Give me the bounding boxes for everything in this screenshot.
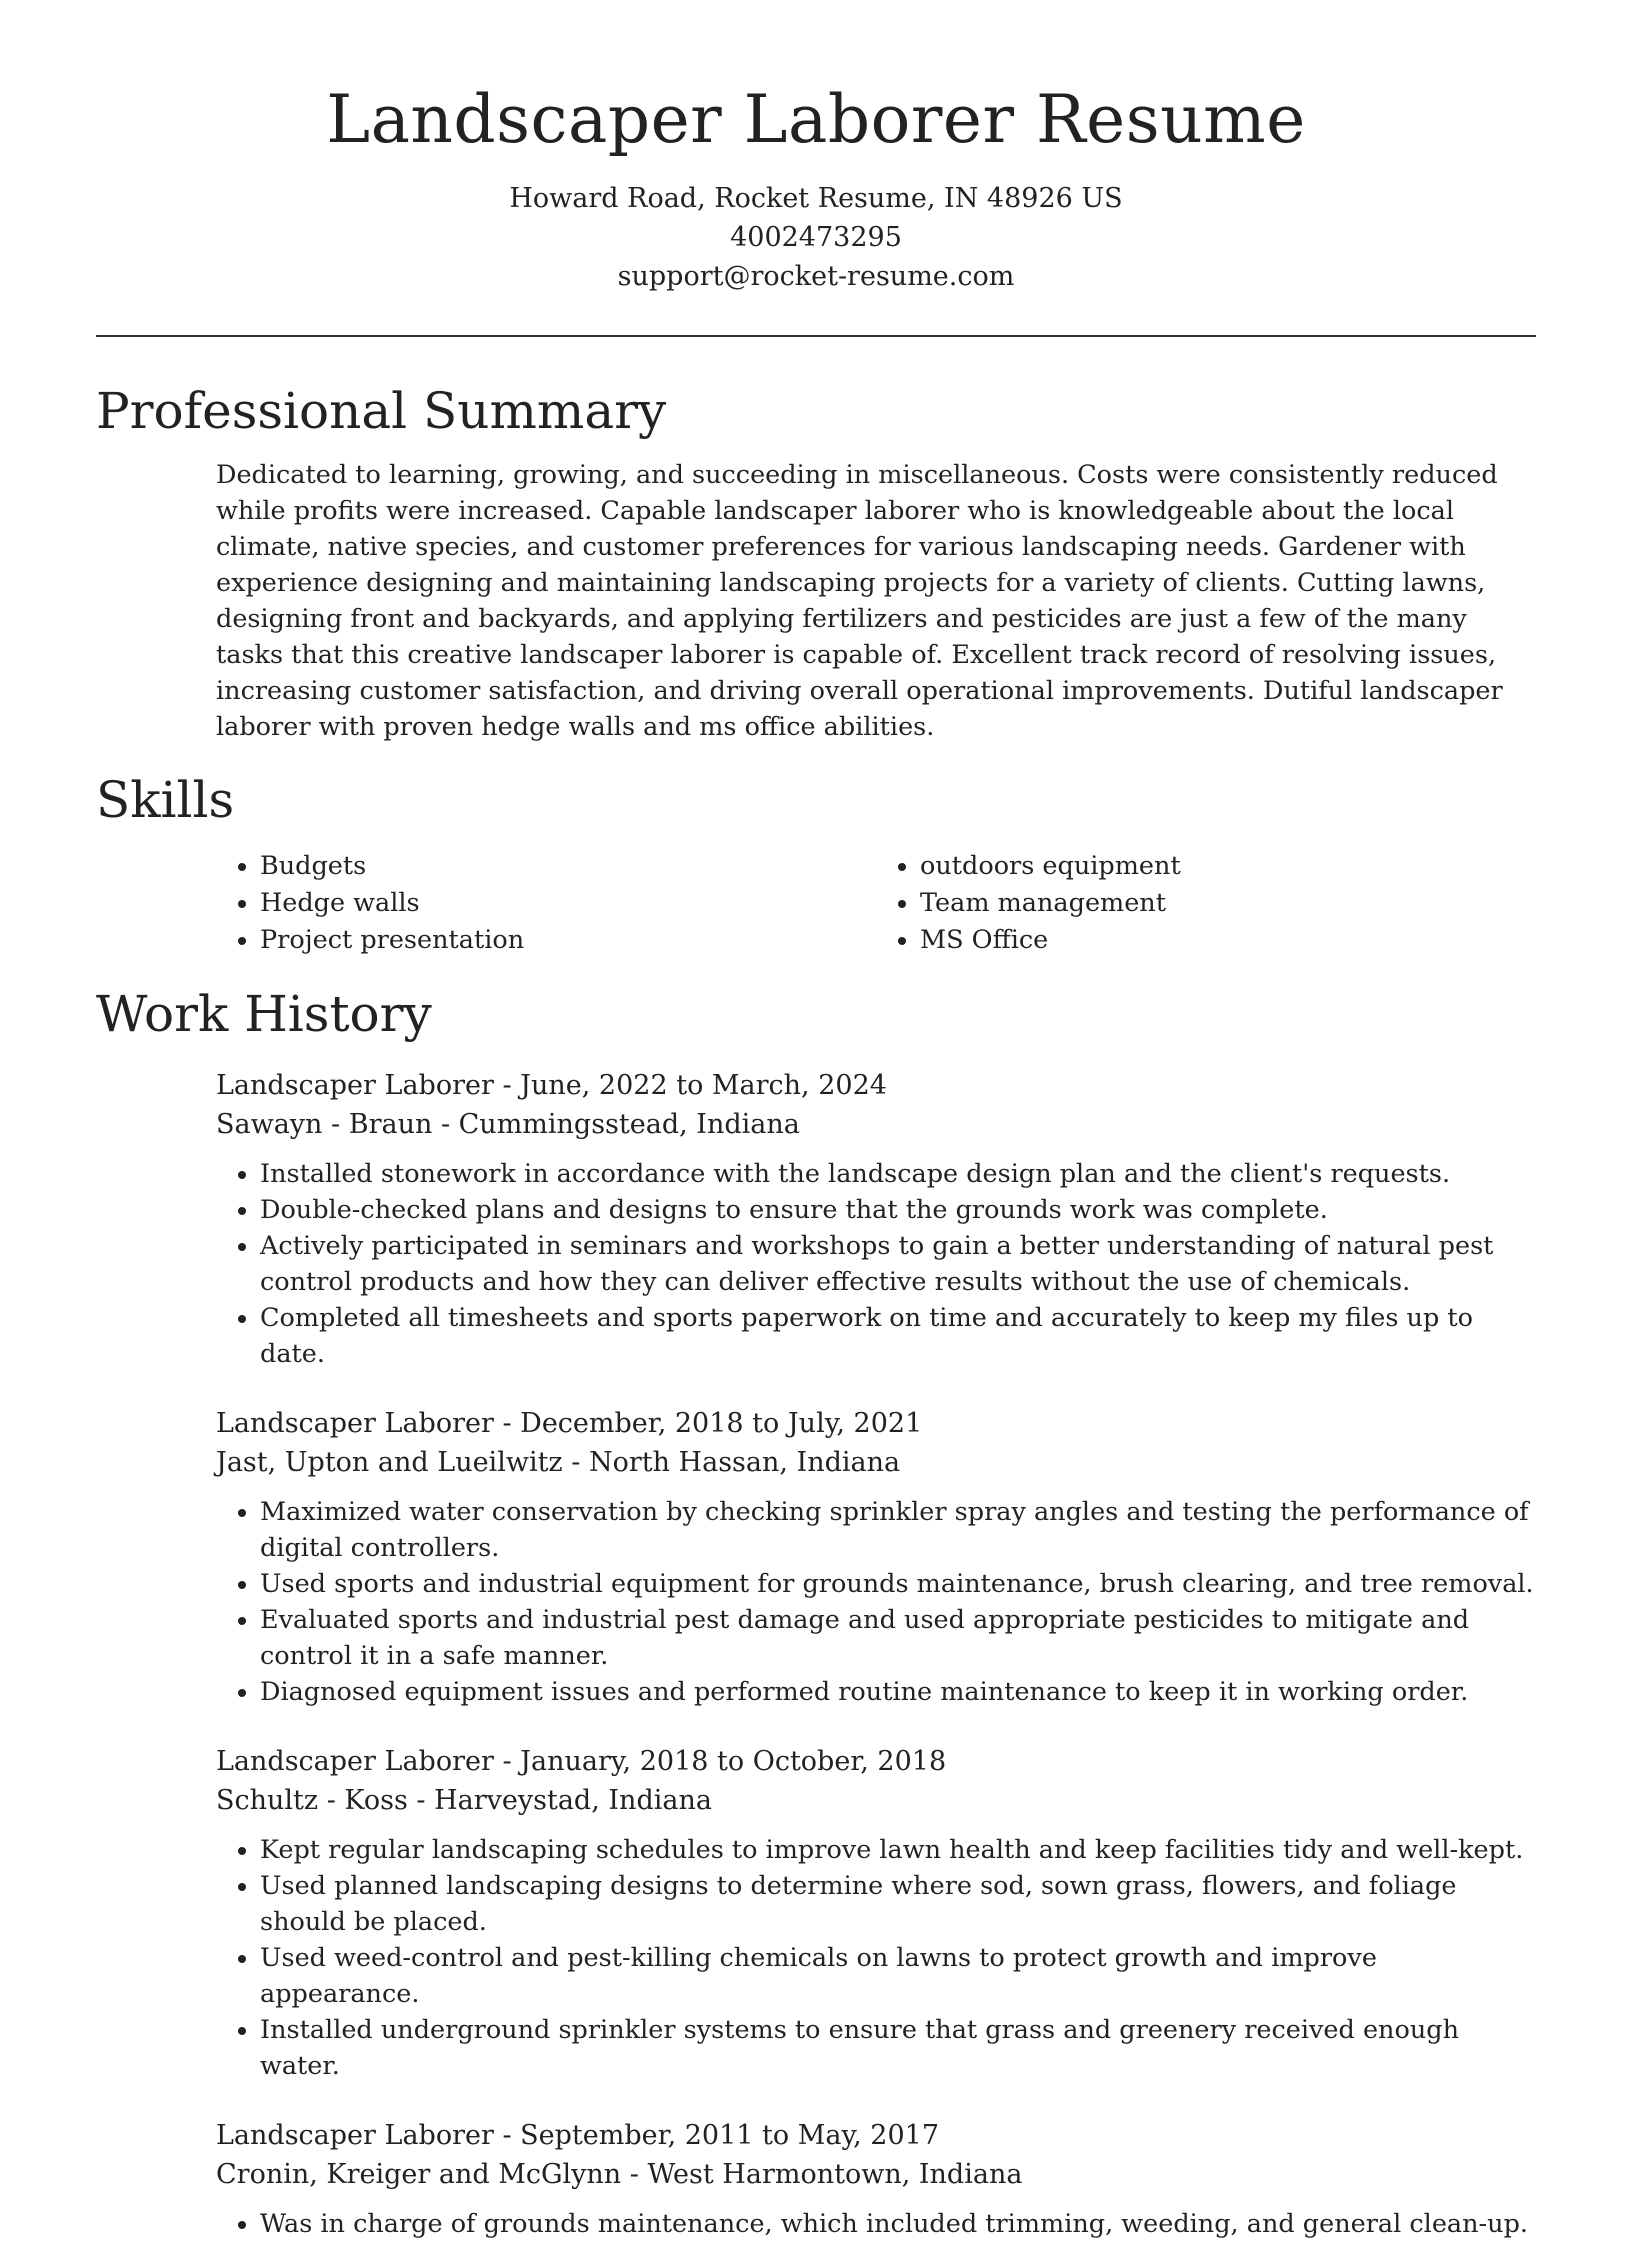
skill-item: • Budgets [260, 848, 876, 885]
summary-text: Dedicated to learning, growing, and succeeding in miscellaneous. Costs were consistently reduced while profits were increased. Capable landscaper laborer who is knowledgeable about the local climate, native species, and customer preferences for various landscaping needs. Gardener with experience designing and maintaining landscaping projects for a variety of clients. Cutting lawns, designing front and backyards, and applying fertilizers and pesticides are just a few of the many tasks that this creative landscaper laborer is capable of. Excellent track record of resolving issues, increasing customer satisfaction, and driving overall operational improvements. Dutiful landscaper laborer with proven hedge walls and ms office abilities. [216, 459, 1503, 742]
job-duty: • Actively participated in seminars and workshops to gain a better understanding of natural pest control products and how they can deliver effective results without the use of chemicals. [260, 1228, 1536, 1300]
job-entry [216, 2116, 1536, 2242]
job-company-location: Cronin, Kreiger and McGlynn - West Harmontown, Indiana [216, 2158, 1023, 2190]
job-duty: • Used planned landscaping designs to determine where sod, sown grass, flowers, and foliage should be placed. [260, 1868, 1536, 1940]
job-duty: • Maximized water conservation by checking sprinkler spray angles and testing the performance of digital controllers. [260, 1494, 1536, 1566]
job-duty: • Completed all timesheets and sports paperwork on time and accurately to keep my files up to date. [260, 1300, 1536, 1372]
job-duty: • Kept regular landscaping schedules to improve lawn health and keep facilities tidy and well-kept. [260, 1832, 1536, 1868]
skills-column-left [216, 848, 876, 959]
job-company-location: Sawayn - Braun - Cummingsstead, Indiana [216, 1108, 800, 1140]
skills-heading: Skills [96, 770, 235, 829]
skills-list [216, 848, 1536, 959]
job-duties [216, 1494, 1536, 1710]
contact-info [96, 179, 1536, 296]
contact-address: Howard Road, Rocket Resume, IN 48926 US [509, 182, 1123, 214]
job-entry [216, 1742, 1536, 2084]
skill-item: • Project presentation [260, 922, 876, 959]
job-company-location: Schultz - Koss - Harveystad, Indiana [216, 1784, 712, 1816]
contact-phone: 4002473295 [730, 221, 902, 253]
job-entry [216, 1404, 1536, 1710]
job-title-dates: Landscaper Laborer - December, 2018 to July, 2021 [216, 1407, 923, 1439]
resume-title: Landscaper Laborer Resume [326, 81, 1306, 158]
contact-email: support@rocket-resume.com [617, 260, 1015, 292]
job-company-location: Jast, Upton and Lueilwitz - North Hassan, Indiana [216, 1446, 901, 1478]
job-duty: • Double-checked plans and designs to ensure that the grounds work was complete. [260, 1192, 1536, 1228]
job-duty: • Was in charge of grounds maintenance, which included trimming, weeding, and general clean-up. [260, 2206, 1536, 2242]
header-divider [96, 335, 1536, 337]
job-duty: • Evaluated sports and industrial pest damage and used appropriate pesticides to mitigate and control it in a safe manner. [260, 1602, 1536, 1674]
job-duty: • Used weed-control and pest-killing chemicals on lawns to protect growth and improve appearance. [260, 1940, 1536, 2012]
job-duties [216, 1156, 1536, 1372]
work-history-heading: Work History [96, 984, 432, 1043]
skill-item: • outdoors equipment [920, 848, 1536, 885]
skill-item: • Team management [920, 885, 1536, 922]
job-duty: • Installed stonework in accordance with the landscape design plan and the client's requests. [260, 1156, 1536, 1192]
job-entry [216, 1066, 1536, 1372]
skill-item: • Hedge walls [260, 885, 876, 922]
job-duties [216, 2206, 1536, 2242]
resume-header [96, 0, 1536, 296]
summary-heading: Professional Summary [96, 381, 667, 440]
skills-column-right [876, 848, 1536, 959]
job-title-dates: Landscaper Laborer - January, 2018 to October, 2018 [216, 1745, 947, 1777]
job-title-dates: Landscaper Laborer - September, 2011 to May, 2017 [216, 2119, 940, 2151]
job-duties [216, 1832, 1536, 2084]
job-duty: • Diagnosed equipment issues and performed routine maintenance to keep it in working order. [260, 1674, 1536, 1710]
job-duty: • Used sports and industrial equipment for grounds maintenance, brush clearing, and tree removal. [260, 1566, 1536, 1602]
work-history-list [216, 1066, 1536, 2242]
job-duty: • Installed underground sprinkler systems to ensure that grass and greenery received enough water. [260, 2012, 1536, 2084]
skill-item: • MS Office [920, 922, 1536, 959]
job-title-dates: Landscaper Laborer - June, 2022 to March, 2024 [216, 1069, 887, 1101]
